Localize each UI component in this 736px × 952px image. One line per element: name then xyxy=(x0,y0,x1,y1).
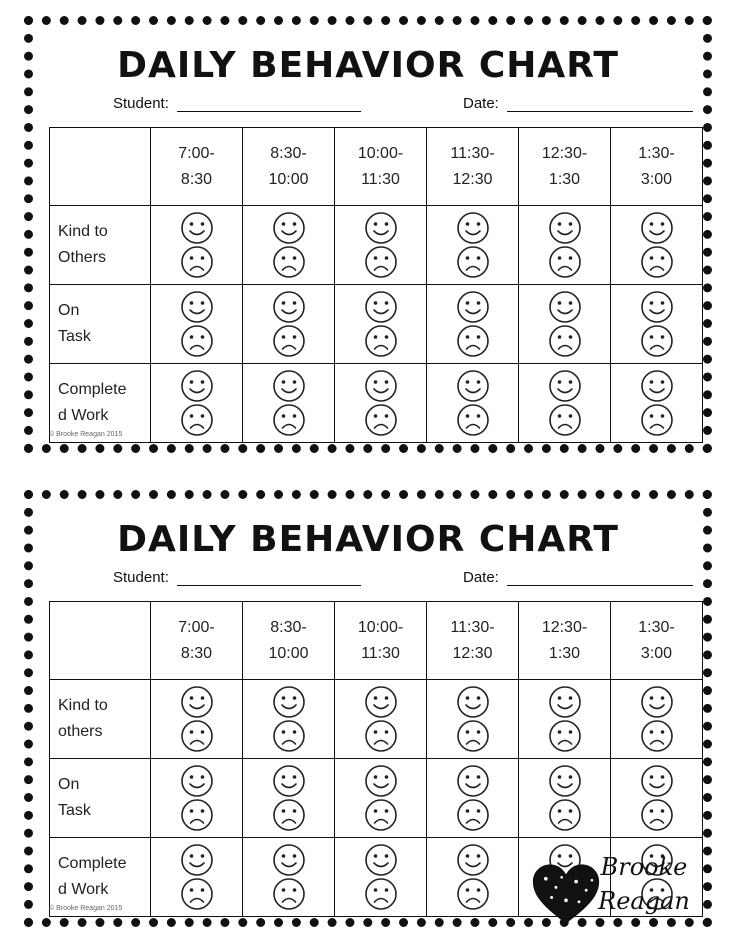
frowny-face-icon[interactable] xyxy=(548,324,582,358)
student-field xyxy=(113,95,361,112)
student-label: Student: xyxy=(113,95,169,112)
frowny-face-icon[interactable] xyxy=(640,245,674,279)
rating-cell xyxy=(335,680,427,759)
smiley-face-icon[interactable] xyxy=(272,685,306,719)
header-row xyxy=(50,602,703,680)
time-slot-header xyxy=(611,128,703,206)
smiley-face-icon[interactable] xyxy=(548,369,582,403)
corner-cell xyxy=(50,128,151,206)
frowny-face-icon[interactable] xyxy=(272,245,306,279)
time-slot-end: 1:30 xyxy=(548,644,581,662)
time-slot-start: 8:30- xyxy=(270,144,307,162)
smiley-face-icon[interactable] xyxy=(640,290,674,324)
frowny-face-icon[interactable] xyxy=(364,798,398,832)
frowny-face-icon[interactable] xyxy=(456,877,490,911)
smiley-face-icon[interactable] xyxy=(272,843,306,877)
smiley-face-icon[interactable] xyxy=(364,764,398,798)
time-slot-header xyxy=(151,602,243,680)
time-slot-start: 12:30- xyxy=(541,618,588,636)
time-slot-end: 11:30 xyxy=(361,170,400,188)
smiley-face-icon[interactable] xyxy=(180,843,214,877)
rating-cell xyxy=(243,364,335,443)
rating-cell xyxy=(335,364,427,443)
smiley-face-icon[interactable] xyxy=(180,211,214,245)
frowny-face-icon[interactable] xyxy=(364,324,398,358)
time-slot-end: 3:00 xyxy=(640,170,673,188)
time-slot-start: 7:00- xyxy=(178,618,215,636)
time-slot-start: 12:30- xyxy=(541,144,588,162)
chart-title: DAILY BEHAVIOR CHART xyxy=(117,45,619,86)
rating-cell xyxy=(151,680,243,759)
time-slot-end: 3:00 xyxy=(640,644,673,662)
frowny-face-icon[interactable] xyxy=(180,877,214,911)
time-slot-end: 10:00 xyxy=(268,644,309,662)
frowny-face-icon[interactable] xyxy=(272,798,306,832)
behavior-grid xyxy=(49,127,703,443)
frowny-face-icon[interactable] xyxy=(364,403,398,437)
date-label: Date: xyxy=(463,95,499,112)
rating-cell xyxy=(611,759,703,838)
rating-cell xyxy=(151,364,243,443)
time-slot-header xyxy=(151,128,243,206)
frowny-face-icon[interactable] xyxy=(272,324,306,358)
behavior-label xyxy=(50,206,151,285)
behavior-row xyxy=(50,759,703,838)
behavior-label-line: d Work xyxy=(58,881,109,898)
rating-cell xyxy=(151,838,243,917)
smiley-face-icon[interactable] xyxy=(640,685,674,719)
frowny-face-icon[interactable] xyxy=(180,245,214,279)
frowny-face-icon[interactable] xyxy=(272,877,306,911)
rating-cell xyxy=(243,838,335,917)
frowny-face-icon[interactable] xyxy=(456,245,490,279)
time-slot-start: 11:30- xyxy=(450,144,495,162)
time-slot-header xyxy=(243,602,335,680)
frowny-face-icon[interactable] xyxy=(272,403,306,437)
student-blank-line[interactable] xyxy=(177,571,361,586)
smiley-face-icon[interactable] xyxy=(180,764,214,798)
time-slot-start: 11:30- xyxy=(450,618,495,636)
frowny-face-icon[interactable] xyxy=(548,245,582,279)
rating-cell xyxy=(243,759,335,838)
rating-cell xyxy=(335,285,427,364)
smiley-face-icon[interactable] xyxy=(640,369,674,403)
frowny-face-icon[interactable] xyxy=(548,798,582,832)
chart-title: DAILY BEHAVIOR CHART xyxy=(117,519,619,560)
rating-cell xyxy=(335,759,427,838)
time-slot-start: 10:00- xyxy=(357,618,404,636)
rating-cell xyxy=(611,285,703,364)
smiley-face-icon[interactable] xyxy=(548,290,582,324)
frowny-face-icon[interactable] xyxy=(640,719,674,753)
rating-cell xyxy=(519,206,611,285)
behavior-label-line: Complete xyxy=(58,855,127,872)
smiley-face-icon[interactable] xyxy=(548,211,582,245)
frowny-face-icon[interactable] xyxy=(640,324,674,358)
rating-cell xyxy=(243,285,335,364)
smiley-face-icon[interactable] xyxy=(272,290,306,324)
rating-cell xyxy=(519,759,611,838)
rating-cell xyxy=(611,680,703,759)
smiley-face-icon[interactable] xyxy=(272,211,306,245)
smiley-face-icon[interactable] xyxy=(180,369,214,403)
time-slot-end: 1:30 xyxy=(548,170,581,188)
rating-cell xyxy=(151,206,243,285)
behavior-label xyxy=(50,285,151,364)
rating-cell xyxy=(427,364,519,443)
time-slot-header xyxy=(335,128,427,206)
smiley-face-icon[interactable] xyxy=(364,369,398,403)
heart-icon xyxy=(530,860,602,932)
rating-cell xyxy=(243,206,335,285)
frowny-face-icon[interactable] xyxy=(364,877,398,911)
time-slot-end: 12:30 xyxy=(452,644,493,662)
behavior-label-line: Task xyxy=(58,802,91,819)
rating-cell xyxy=(519,680,611,759)
frowny-face-icon[interactable] xyxy=(456,719,490,753)
rating-cell xyxy=(151,759,243,838)
behavior-row xyxy=(50,680,703,759)
behavior-label-line: Task xyxy=(58,328,91,345)
date-field xyxy=(463,569,693,586)
smiley-face-icon[interactable] xyxy=(456,764,490,798)
behavior-label-line: Kind to xyxy=(58,223,108,240)
header-row xyxy=(50,128,703,206)
frowny-face-icon[interactable] xyxy=(180,798,214,832)
rating-cell xyxy=(519,364,611,443)
smiley-face-icon[interactable] xyxy=(272,369,306,403)
time-slot-end: 10:00 xyxy=(268,170,309,188)
time-slot-header xyxy=(519,128,611,206)
date-blank-line[interactable] xyxy=(507,571,693,586)
frowny-face-icon[interactable] xyxy=(364,719,398,753)
time-slot-start: 10:00- xyxy=(357,144,404,162)
smiley-face-icon[interactable] xyxy=(640,211,674,245)
smiley-face-icon[interactable] xyxy=(180,685,214,719)
behavior-label xyxy=(50,759,151,838)
corner-cell xyxy=(50,602,151,680)
time-slot-header xyxy=(611,602,703,680)
time-slot-header xyxy=(335,602,427,680)
frowny-face-icon[interactable] xyxy=(272,719,306,753)
behavior-label xyxy=(50,680,151,759)
time-slot-start: 8:30- xyxy=(270,618,307,636)
rating-cell xyxy=(427,206,519,285)
smiley-face-icon[interactable] xyxy=(548,685,582,719)
behavior-label-line: d Work xyxy=(58,407,109,424)
student-label: Student: xyxy=(113,569,169,586)
behavior-label-line: Complete xyxy=(58,381,127,398)
smiley-face-icon[interactable] xyxy=(548,764,582,798)
frowny-face-icon[interactable] xyxy=(548,403,582,437)
rating-cell xyxy=(427,759,519,838)
time-slot-start: 1:30- xyxy=(638,144,675,162)
time-slot-end: 8:30 xyxy=(180,170,213,188)
time-slot-header xyxy=(427,128,519,206)
behavior-label-line: On xyxy=(58,302,80,319)
smiley-face-icon[interactable] xyxy=(456,211,490,245)
smiley-face-icon[interactable] xyxy=(272,764,306,798)
rating-cell xyxy=(243,680,335,759)
time-slot-end: 8:30 xyxy=(180,644,213,662)
smiley-face-icon[interactable] xyxy=(364,290,398,324)
rating-cell xyxy=(151,285,243,364)
student-field xyxy=(113,569,361,586)
student-blank-line[interactable] xyxy=(177,97,361,112)
date-label: Date: xyxy=(463,569,499,586)
copyright-notice: © Brooke Reagan 2015 xyxy=(49,905,123,912)
smiley-face-icon[interactable] xyxy=(364,843,398,877)
time-slot-end: 12:30 xyxy=(452,170,493,188)
time-slot-header xyxy=(519,602,611,680)
frowny-face-icon[interactable] xyxy=(364,245,398,279)
date-field xyxy=(463,95,693,112)
frowny-face-icon[interactable] xyxy=(640,798,674,832)
frowny-face-icon[interactable] xyxy=(456,798,490,832)
smiley-face-icon[interactable] xyxy=(456,843,490,877)
frowny-face-icon[interactable] xyxy=(548,719,582,753)
brand-name xyxy=(594,850,694,918)
frowny-face-icon[interactable] xyxy=(180,324,214,358)
rating-cell xyxy=(427,838,519,917)
brand-first-name: Brooke xyxy=(600,853,688,881)
behavior-row xyxy=(50,206,703,285)
frowny-face-icon[interactable] xyxy=(640,403,674,437)
rating-cell xyxy=(427,285,519,364)
behavior-label-line: Others xyxy=(58,249,107,266)
smiley-face-icon[interactable] xyxy=(364,685,398,719)
smiley-face-icon[interactable] xyxy=(456,685,490,719)
smiley-face-icon[interactable] xyxy=(180,290,214,324)
time-slot-start: 1:30- xyxy=(638,618,675,636)
time-slot-header xyxy=(427,602,519,680)
time-slot-end: 11:30 xyxy=(361,644,400,662)
smiley-face-icon[interactable] xyxy=(364,211,398,245)
copyright-notice: © Brooke Reagan 2015 xyxy=(49,431,123,438)
rating-cell xyxy=(427,680,519,759)
behavior-chart-top xyxy=(24,16,712,453)
frowny-face-icon[interactable] xyxy=(456,324,490,358)
behavior-row xyxy=(50,285,703,364)
rating-cell xyxy=(611,206,703,285)
smiley-face-icon[interactable] xyxy=(456,290,490,324)
behavior-row xyxy=(50,364,703,443)
behavior-label-line: Kind to xyxy=(58,697,108,714)
rating-cell xyxy=(519,285,611,364)
frowny-face-icon[interactable] xyxy=(456,403,490,437)
smiley-face-icon[interactable] xyxy=(640,764,674,798)
rating-cell xyxy=(335,206,427,285)
brand-logo xyxy=(530,850,710,950)
brand-last-name: Reagan xyxy=(598,887,690,915)
rating-cell xyxy=(611,364,703,443)
time-slot-header xyxy=(243,128,335,206)
frowny-face-icon[interactable] xyxy=(180,719,214,753)
frowny-face-icon[interactable] xyxy=(180,403,214,437)
date-blank-line[interactable] xyxy=(507,97,693,112)
behavior-label-line: On xyxy=(58,776,80,793)
smiley-face-icon[interactable] xyxy=(456,369,490,403)
behavior-label-line: others xyxy=(58,723,103,740)
time-slot-start: 7:00- xyxy=(178,144,215,162)
rating-cell xyxy=(335,838,427,917)
